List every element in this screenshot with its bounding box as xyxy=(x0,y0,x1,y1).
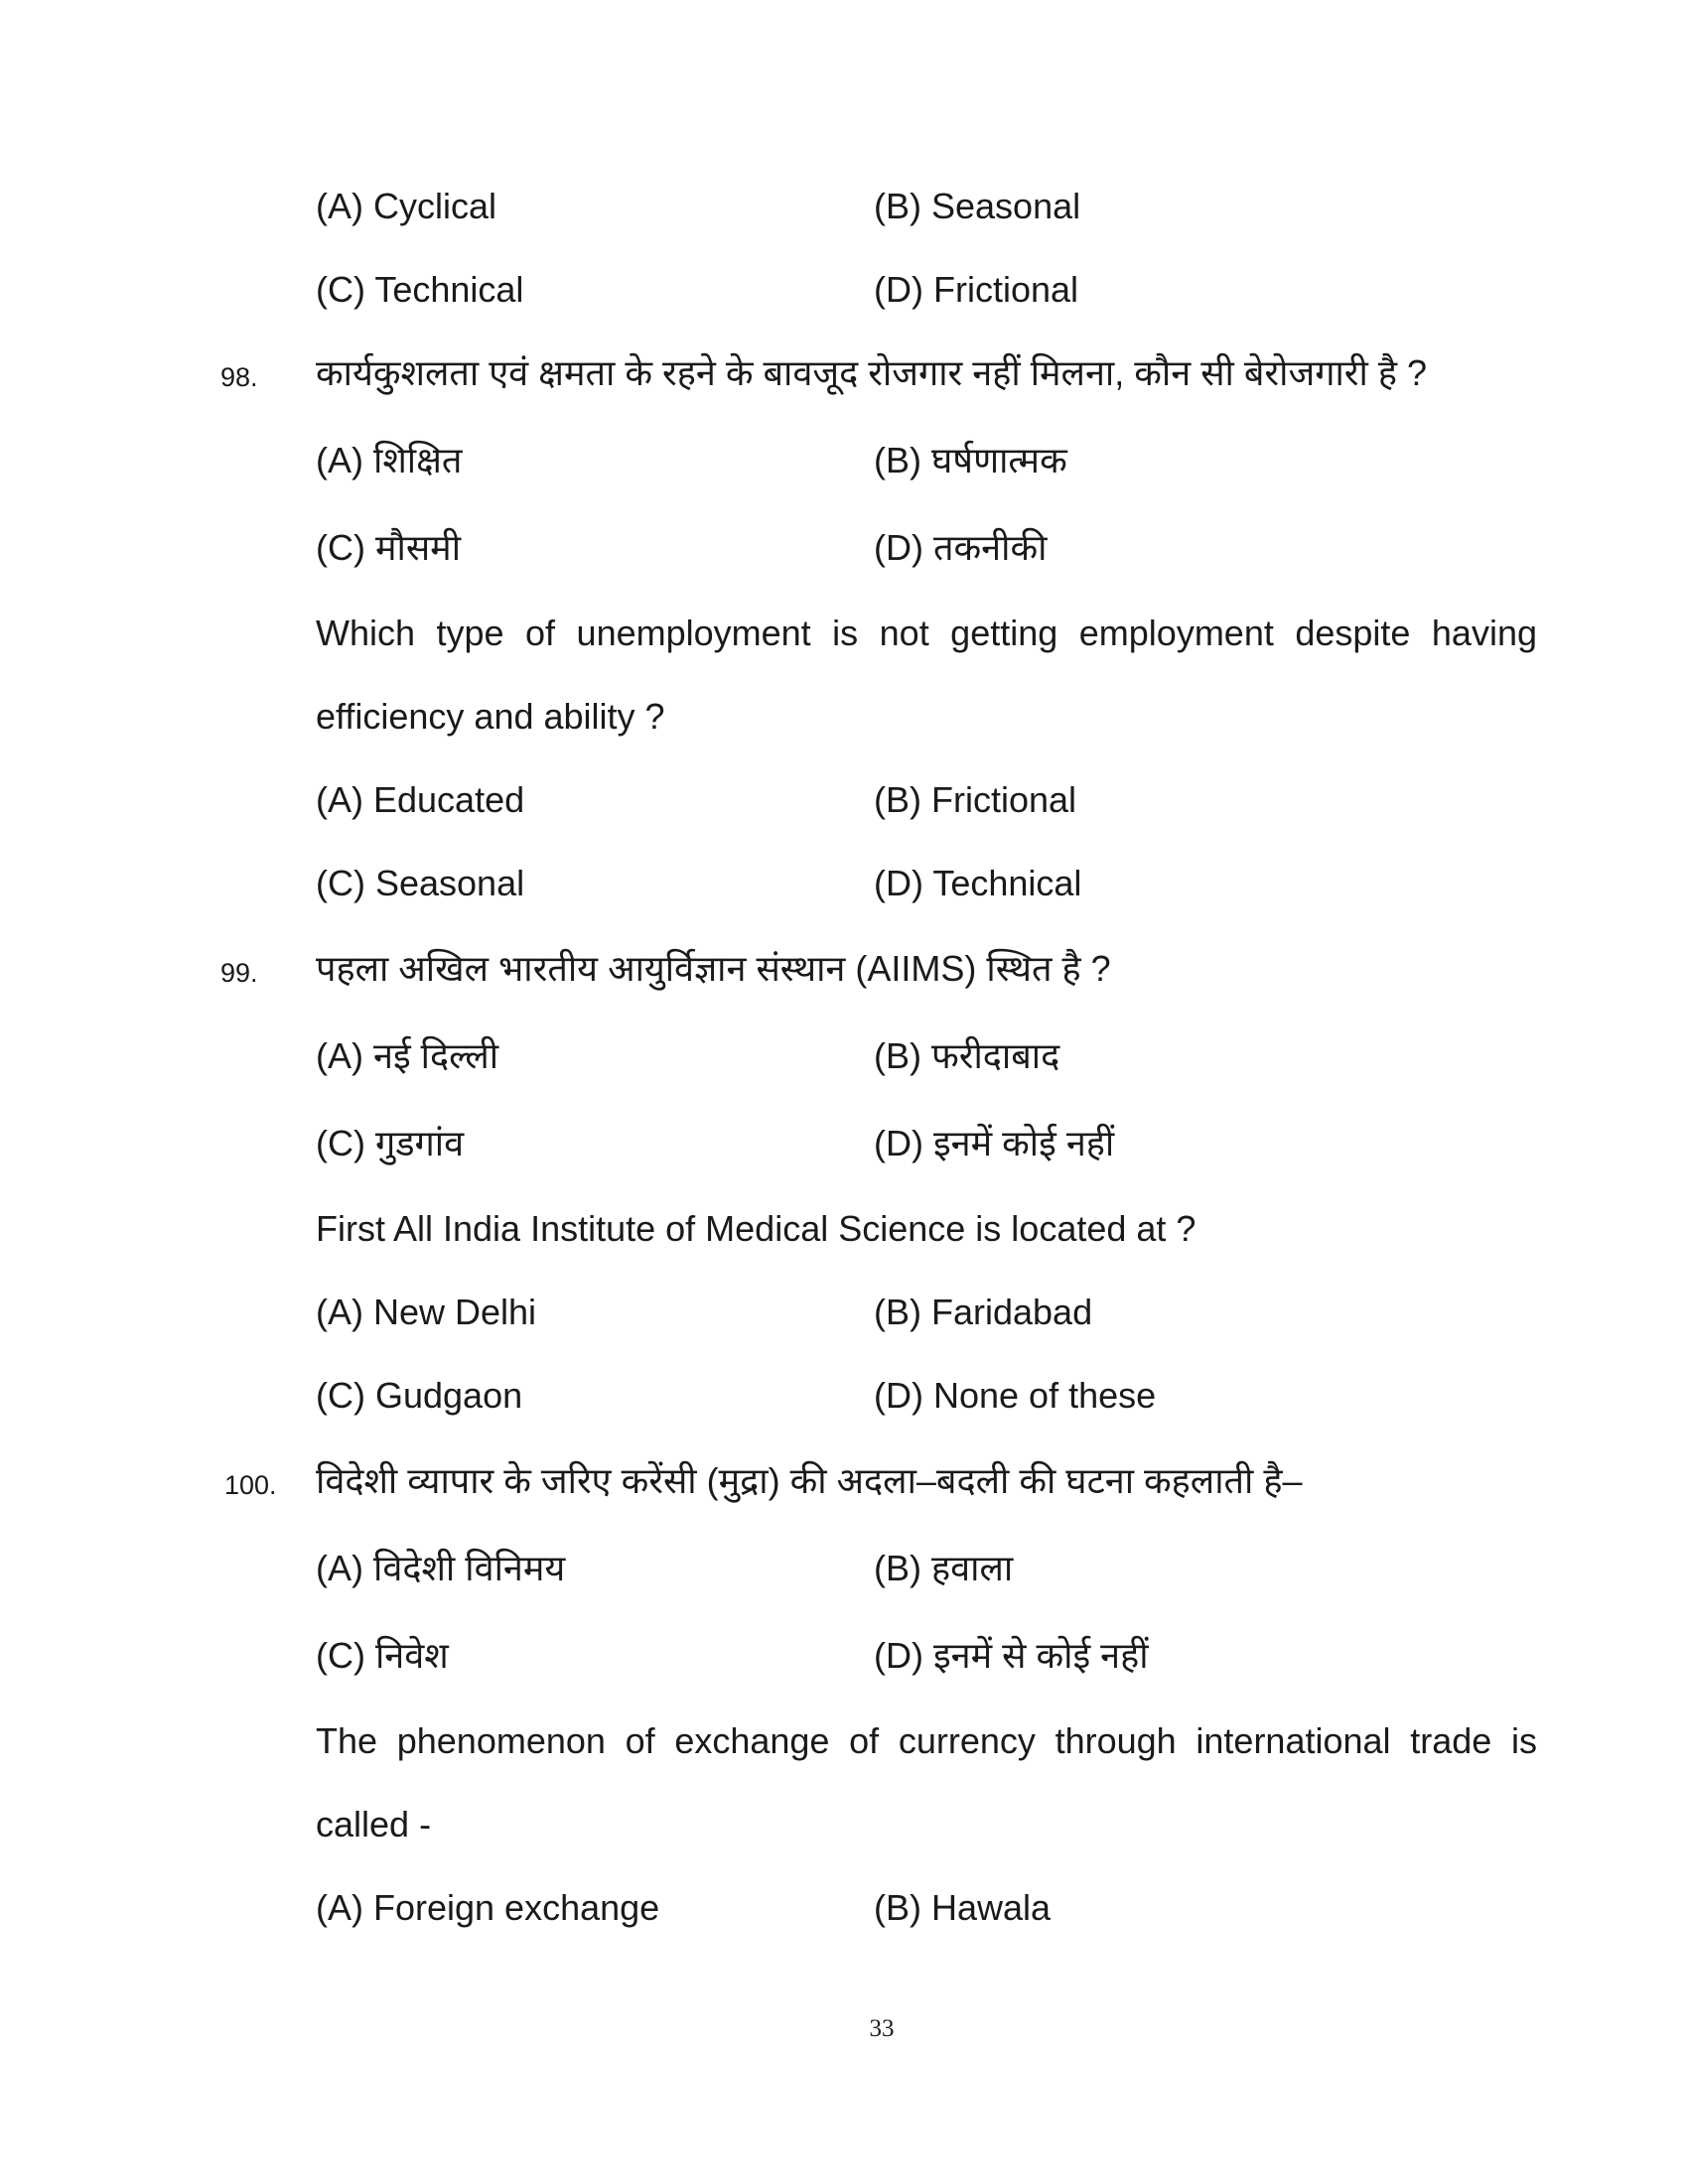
option-b: (B) Seasonal xyxy=(874,186,1081,226)
option-c: (C) गुडगांव xyxy=(316,1123,465,1163)
option-d: (D) None of these xyxy=(874,1375,1157,1416)
question-text-english-continued: called - xyxy=(316,1804,432,1844)
option-a: (A) Cyclical xyxy=(316,186,497,226)
option-c: (C) Technical xyxy=(316,269,524,310)
option-c: (C) Seasonal xyxy=(316,863,525,903)
option-c: (C) निवेश xyxy=(316,1635,449,1676)
question-number: 99. xyxy=(220,958,258,988)
option-d: (D) इनमें से कोई नहीं xyxy=(874,1635,1149,1676)
option-a: (A) Educated xyxy=(316,779,525,820)
option-b: (B) हवाला xyxy=(874,1548,1014,1588)
question-text-english: Which type of unemployment is not getting employment despite having xyxy=(316,613,1537,653)
option-b: (B) Faridabad xyxy=(874,1292,1093,1332)
option-b: (B) Hawala xyxy=(874,1887,1052,1928)
question-text-english: The phenomenon of exchange of currency through international trade is xyxy=(316,1720,1537,1761)
question-text-hindi: विदेशी व्यापार के जरिए करेंसी (मुद्रा) की अदला–बदली की घटना कहलाती है– xyxy=(316,1460,1303,1501)
option-a: (A) New Delhi xyxy=(316,1292,537,1332)
option-a: (A) शिक्षित xyxy=(316,440,463,480)
question-text-hindi: कार्यकुशलता एवं क्षमता के रहने के बावजूद रोजगार नहीं मिलना, कौन सी बेरोजगारी है ? xyxy=(316,352,1427,393)
option-d: (D) Technical xyxy=(874,863,1082,903)
option-d: (D) इनमें कोई नहीं xyxy=(874,1123,1115,1163)
option-a: (A) Foreign exchange xyxy=(316,1887,660,1928)
question-text-english: First All India Institute of Medical Science is located at ? xyxy=(316,1208,1196,1249)
option-d: (D) तकनीकी xyxy=(874,527,1048,568)
question-number: 98. xyxy=(220,362,258,392)
option-b: (B) Frictional xyxy=(874,779,1077,820)
option-b: (B) फरीदाबाद xyxy=(874,1035,1060,1076)
page-number: 33 xyxy=(869,2015,895,2042)
question-text-english-continued: efficiency and ability ? xyxy=(316,696,665,737)
option-d: (D) Frictional xyxy=(874,269,1079,310)
option-c: (C) Gudgaon xyxy=(316,1375,523,1416)
option-b: (B) घर्षणात्मक xyxy=(874,440,1067,480)
question-text-hindi: पहला अखिल भारतीय आयुर्विज्ञान संस्थान (AIIMS) स्थित है ? xyxy=(316,948,1111,989)
option-a: (A) विदेशी विनिमय xyxy=(316,1548,566,1588)
option-c: (C) मौसमी xyxy=(316,527,462,568)
question-number: 100. xyxy=(224,1470,277,1500)
option-a: (A) नई दिल्ली xyxy=(316,1035,499,1076)
